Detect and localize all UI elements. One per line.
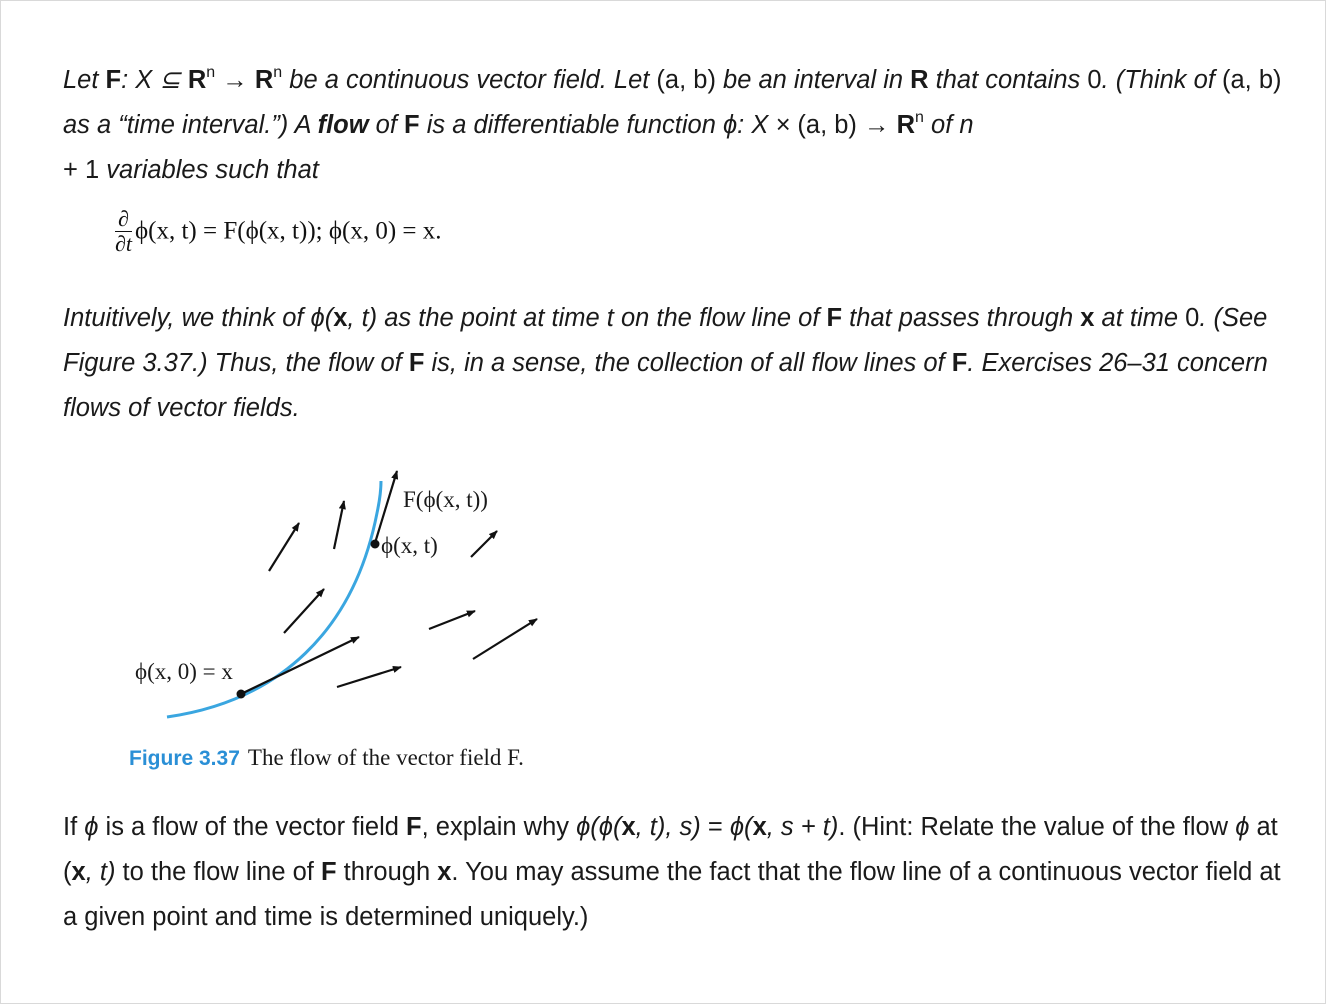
- text: at time: [1094, 304, 1186, 332]
- vector-arrow: [334, 501, 344, 549]
- symbol-phi: ϕ: [84, 813, 99, 841]
- text: ⊆: [152, 66, 188, 94]
- interval-ab: (a, b): [797, 111, 857, 139]
- symbol-x: x: [1080, 304, 1095, 332]
- caption-text: The flow of the vector field F.: [247, 745, 524, 770]
- text: . (Hint: Relate the value of the flow: [838, 813, 1236, 841]
- exponent-n: n: [273, 63, 283, 81]
- text: , explain why: [421, 813, 577, 841]
- figure-number: Figure 3.37: [129, 747, 240, 770]
- zero: 0: [1185, 304, 1200, 332]
- term-flow: flow: [317, 111, 369, 139]
- vector-arrow: [269, 523, 299, 571]
- vector-arrow: [337, 667, 401, 687]
- exponent-n: n: [915, 108, 924, 126]
- symbol-F: F: [105, 66, 122, 94]
- symbol-R: R: [187, 66, 207, 94]
- symbol-phi: ϕ: [1235, 813, 1250, 841]
- vector-arrow: [284, 589, 324, 633]
- text: that passes through: [842, 304, 1081, 332]
- vector-arrow: [471, 531, 497, 557]
- point-x: [237, 690, 246, 699]
- text: . You may assume the fact that the flow line of a continuous vector field at a given point and time is determined uniquely.): [63, 858, 1281, 931]
- text: Intuitively, we think of ϕ(: [63, 304, 334, 332]
- text: Let: [63, 66, 106, 94]
- text: →: [215, 66, 255, 94]
- symbol-x: x: [333, 304, 348, 332]
- math: ϕ(ϕ(: [576, 813, 622, 841]
- intuition-paragraph: [63, 296, 1283, 431]
- label-phi-x-0: ϕ(x, 0) = x: [135, 659, 233, 684]
- label-F-phi: F(ϕ(x, t)): [403, 487, 488, 512]
- vector-arrow: [429, 611, 475, 629]
- interval-ab: (a, b): [656, 66, 716, 94]
- text: , t) as the point at time t on the flow line of: [347, 304, 827, 332]
- symbol-F: F: [951, 349, 968, 377]
- definition-paragraph: [63, 58, 1283, 193]
- text: of n: [923, 111, 974, 139]
- vector-arrow: [473, 619, 537, 659]
- symbol-F: F: [320, 858, 337, 886]
- exponent-n: n: [206, 63, 216, 81]
- text: of: [368, 111, 405, 139]
- text: variables such that: [106, 156, 319, 184]
- symbol-R: R: [910, 66, 929, 94]
- symbol-X: X: [751, 111, 769, 139]
- partial-derivative: [115, 207, 132, 256]
- text: as a “time interval.”) A: [63, 111, 318, 139]
- text: ×: [768, 111, 798, 139]
- symbol-F: F: [406, 813, 422, 841]
- equation-body: ϕ(x, t) = F(ϕ(x, t)); ϕ(x, 0) = x.: [134, 217, 442, 245]
- symbol-x: x: [71, 858, 86, 886]
- text: =: [700, 813, 730, 841]
- point-phi-x-t: [371, 540, 380, 549]
- symbol-R: R: [896, 111, 916, 139]
- symbol-F: F: [404, 111, 420, 139]
- figure-3-37: [129, 461, 649, 741]
- symbol-R: R: [254, 66, 274, 94]
- text: be a continuous vector field. Let: [282, 66, 657, 94]
- text: is a differentiable function: [419, 111, 723, 139]
- symbol-x: x: [621, 813, 636, 841]
- figure-caption: [129, 745, 524, 771]
- math: , t), s): [635, 813, 701, 841]
- text: . (See Figure 3.37.) Thus, the flow of: [63, 304, 1268, 377]
- zero: 0: [1087, 66, 1102, 94]
- text: through: [336, 858, 438, 886]
- math: , s + t): [766, 813, 839, 841]
- math: , t): [85, 858, 116, 886]
- text: :: [737, 111, 752, 139]
- flow-diagram: [129, 461, 649, 741]
- text: is, in a sense, the collection of all flow lines of: [424, 349, 952, 377]
- text: →: [856, 111, 897, 139]
- flow-equation: [115, 207, 442, 256]
- interval-ab: (a, b): [1221, 66, 1282, 94]
- fraction-denominator: ∂t: [115, 231, 132, 256]
- text: at (: [63, 813, 1278, 886]
- text: :: [121, 66, 136, 94]
- symbol-X: X: [135, 66, 153, 94]
- text: . (Think of: [1101, 66, 1222, 94]
- symbol-x: x: [437, 858, 452, 886]
- text: If: [63, 813, 85, 841]
- symbol-phi: ϕ: [722, 111, 738, 139]
- text: . Exercises 26–31 concern flows of vector fields.: [63, 349, 1268, 422]
- symbol-x: x: [752, 813, 767, 841]
- symbol-F: F: [408, 349, 425, 377]
- math: ϕ(: [729, 813, 753, 841]
- text: be an interval in: [715, 66, 911, 94]
- text: + 1: [63, 156, 100, 184]
- label-phi-x-t: ϕ(x, t): [381, 533, 438, 558]
- fraction-numerator: ∂: [115, 207, 132, 232]
- text: that contains: [928, 66, 1088, 94]
- exercise-paragraph: [63, 805, 1283, 940]
- symbol-F: F: [826, 304, 843, 332]
- text: to the flow line of: [115, 858, 321, 886]
- text: is a flow of the vector field: [98, 813, 407, 841]
